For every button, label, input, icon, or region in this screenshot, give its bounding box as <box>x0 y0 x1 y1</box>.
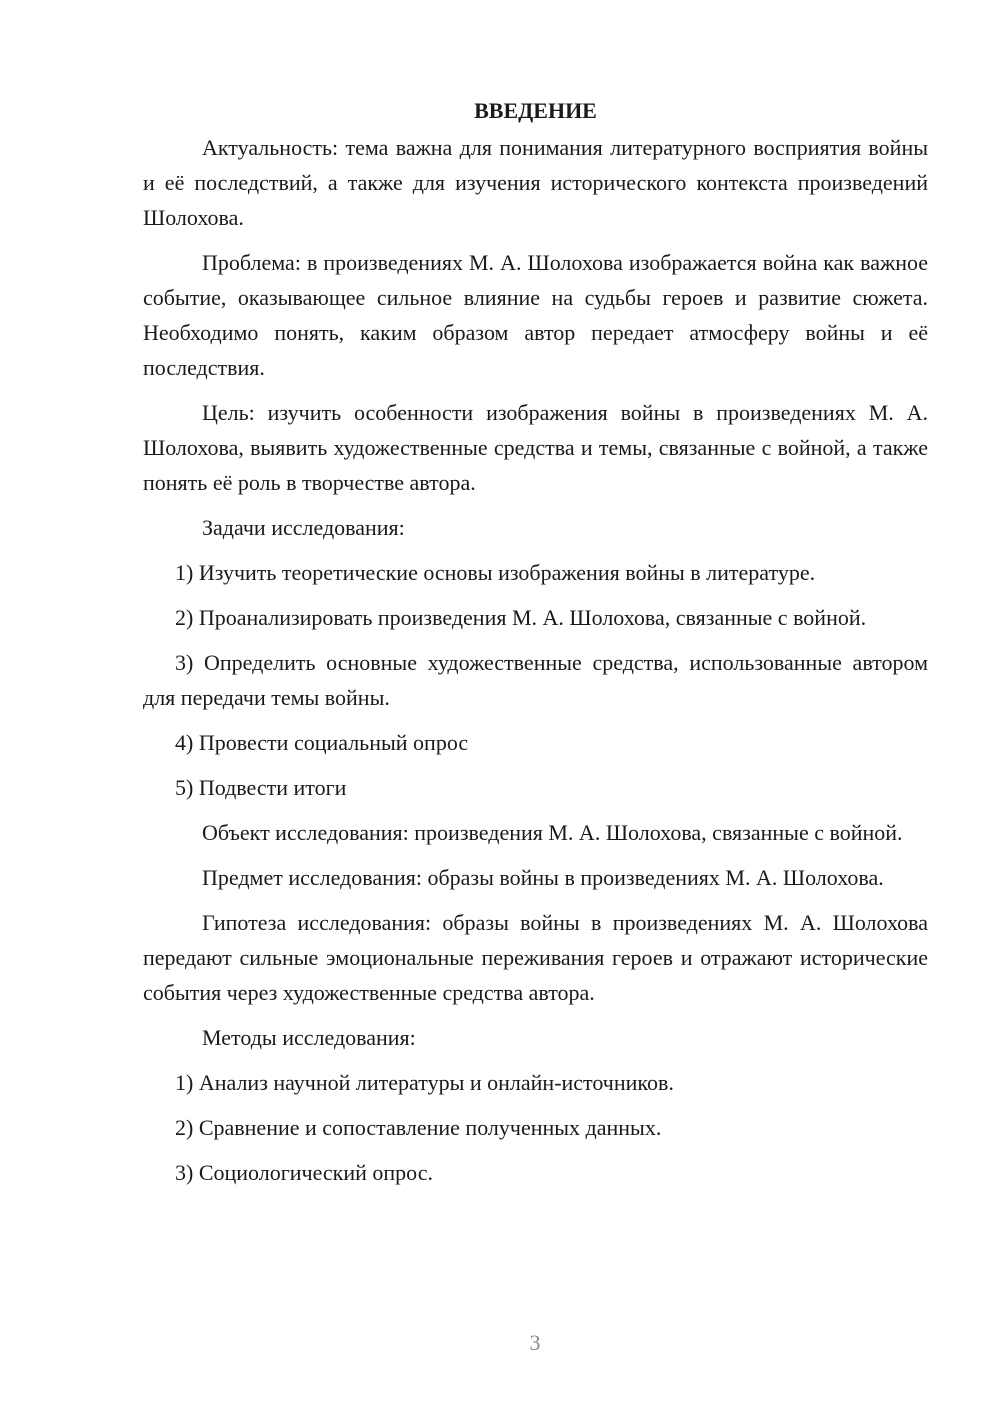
task-item: 3) Определить основные художественные средства, использованные автором для передачи темы войны. <box>143 650 928 710</box>
object-paragraph: Объект исследования: произведения М. А. Шолохова, связанные с войной. <box>202 820 903 845</box>
page-title: ВВЕДЕНИЕ <box>474 98 597 123</box>
task-item: 5) Подвести итоги <box>175 775 347 800</box>
problem-paragraph: Проблема: в произведениях М. А. Шолохова изображается война как важное событие, оказывающее сильное влияние на судьбы героев и развитие сюжета. Необходимо понять, каким образом автор передает атмосферу войны и её последствия. <box>143 250 928 380</box>
method-item: 1) Анализ научной литературы и онлайн-источников. <box>175 1070 674 1095</box>
task-item: 2) Проанализировать произведения М. А. Шолохова, связанные с войной. <box>175 605 867 630</box>
tasks-heading: Задачи исследования: <box>202 515 405 540</box>
goal-paragraph: Цель: изучить особенности изображения войны в произведениях М. А. Шолохова, выявить художественные средства и темы, связанные с войной, а также понять её роль в творчестве автора. <box>143 400 928 495</box>
document-page <box>143 94 928 1200</box>
hypothesis-paragraph: Гипотеза исследования: образы войны в произведениях М. А. Шолохова передают сильные эмоциональные переживания героев и отражают исторические события через художественные средства автора. <box>143 910 928 1005</box>
task-item: 1) Изучить теоретические основы изображения войны в литературе. <box>175 560 816 585</box>
subject-paragraph: Предмет исследования: образы войны в произведениях М. А. Шолохова. <box>202 865 884 890</box>
method-item: 3) Социологический опрос. <box>175 1160 433 1185</box>
task-item: 4) Провести социальный опрос <box>175 730 469 755</box>
method-item: 2) Сравнение и сопоставление полученных данных. <box>175 1115 662 1140</box>
methods-heading: Методы исследования: <box>202 1025 416 1050</box>
relevance-paragraph: Актуальность: тема важна для понимания литературного восприятия войны и её последствий, а также для изучения исторического контекста произведений Шолохова. <box>143 135 928 230</box>
page-number: 3 <box>529 1330 541 1355</box>
